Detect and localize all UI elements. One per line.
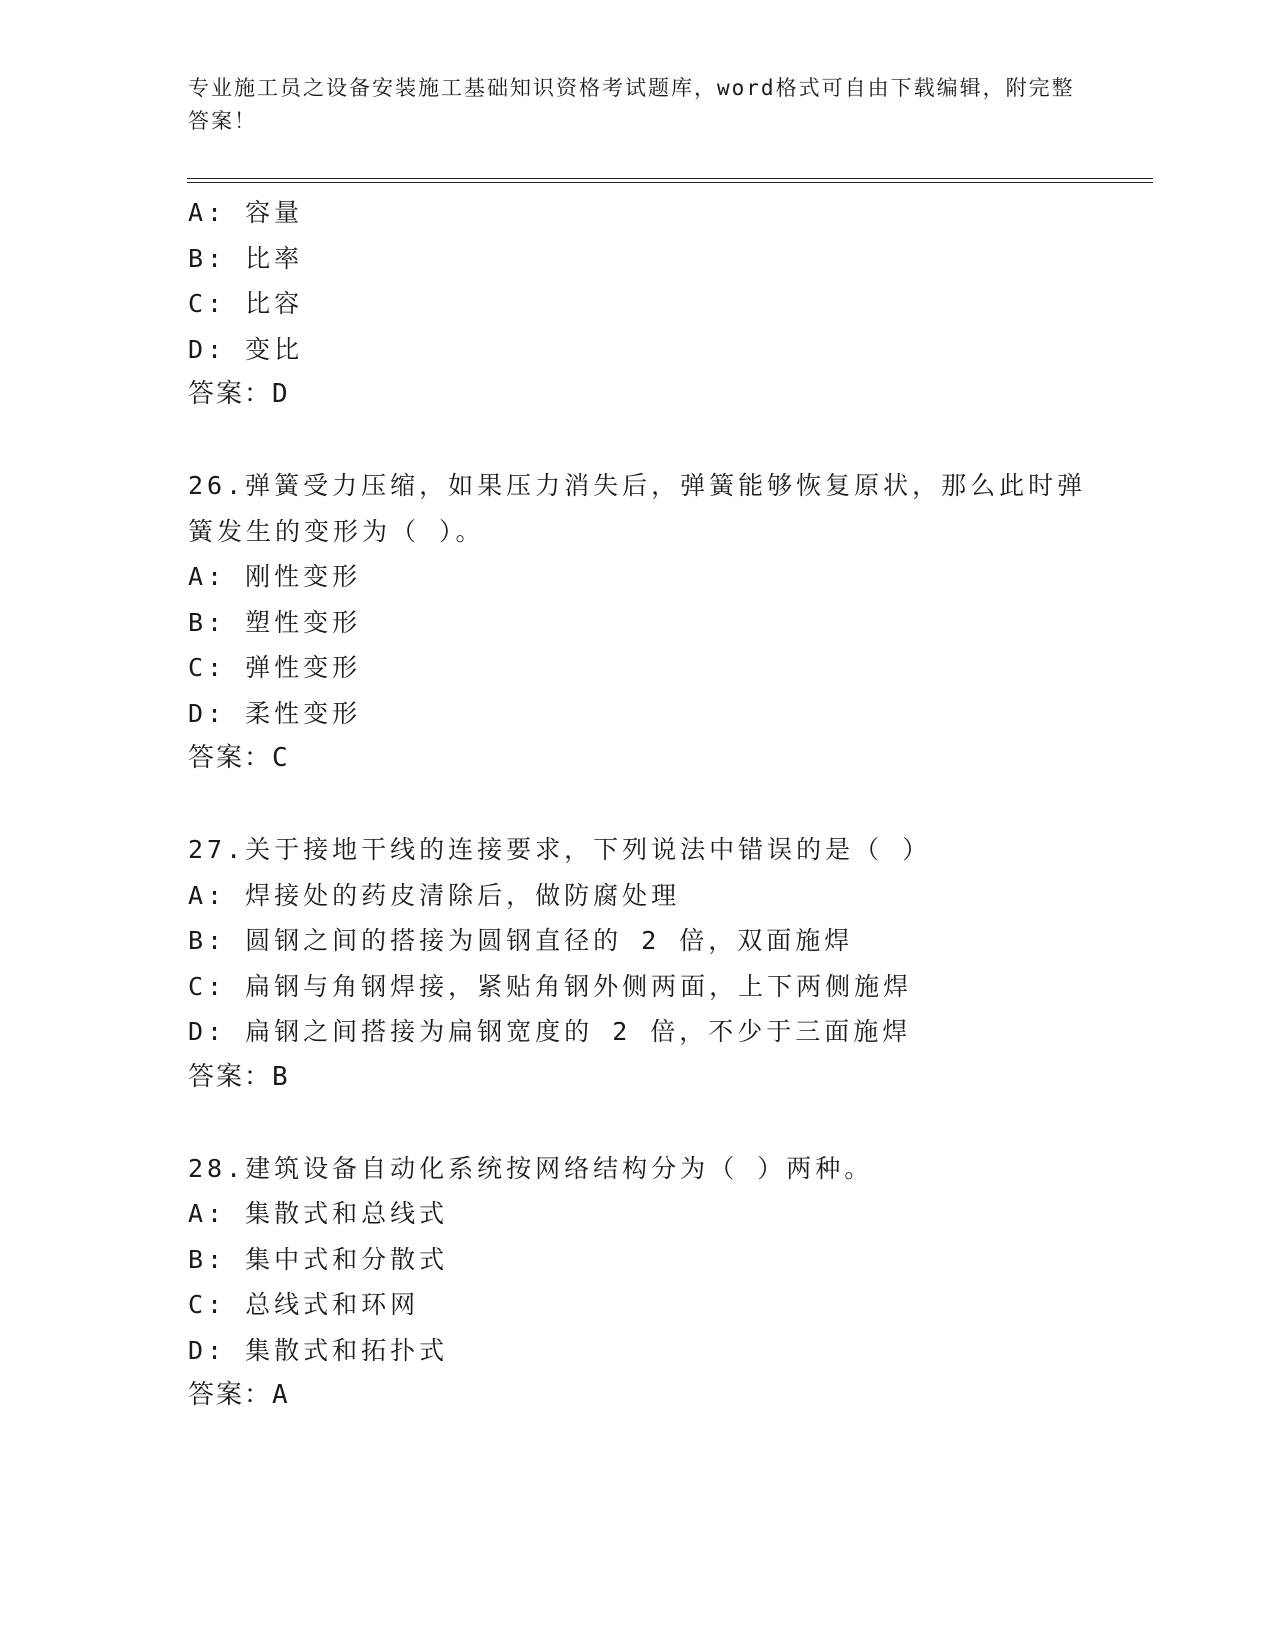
question-block-27 [188, 827, 1128, 1100]
option-c: C: 总线式和环网 [188, 1290, 420, 1319]
option-d: D: 柔性变形 [188, 698, 362, 728]
document-title: 专业施工员之设备安装施工基础知识资格考试题库，word格式可自由下载编辑，附完整答案！ [188, 76, 1075, 133]
answer: 答案：B [188, 1061, 290, 1092]
answer: 答案：D [188, 379, 290, 409]
option-b: B: 圆钢之间的搭接为圆钢直径的 2 倍，双面施焊 [188, 926, 854, 955]
option-d: D: 扁钢之间搭接为扁钢宽度的 2 倍，不少于三面施焊 [188, 1017, 912, 1046]
question-text: 26.弹簧受力压缩，如果压力消失后，弹簧能够恢复原状，那么此时弹簧发生的变形为（ ）。 [188, 471, 1087, 546]
question-text: 28.建筑设备自动化系统按网络结构分为（ ）两种。 [188, 1153, 874, 1183]
header-divider [187, 178, 1153, 183]
question-text: 27.关于接地干线的连接要求，下列说法中错误的是（ ） [188, 835, 932, 864]
page-header [188, 72, 1088, 138]
question-block-25 [188, 190, 1128, 418]
option-a: A: 刚性变形 [188, 562, 362, 591]
spacer [188, 418, 1128, 464]
option-b: B: 比率 [188, 243, 304, 273]
question-block-28 [188, 1146, 1128, 1419]
question-list [188, 190, 1128, 1419]
option-b: B: 塑性变形 [188, 607, 362, 637]
answer: 答案：C [188, 743, 290, 773]
option-c: C: 比容 [188, 289, 304, 318]
spacer [188, 782, 1128, 828]
answer: 答案：A [188, 1380, 290, 1410]
option-d: D: 集散式和拓扑式 [188, 1335, 449, 1365]
option-a: A: 集散式和总线式 [188, 1199, 449, 1228]
option-d: D: 变比 [188, 334, 304, 364]
option-b: B: 集中式和分散式 [188, 1244, 449, 1274]
spacer [188, 1100, 1128, 1146]
option-c: C: 弹性变形 [188, 653, 362, 682]
question-block-26 [188, 463, 1128, 782]
option-a: A: 焊接处的药皮清除后，做防腐处理 [188, 880, 681, 910]
option-a: A: 容量 [188, 198, 304, 227]
option-c: C: 扁钢与角钢焊接，紧贴角钢外侧两面，上下两侧施焊 [188, 971, 913, 1001]
